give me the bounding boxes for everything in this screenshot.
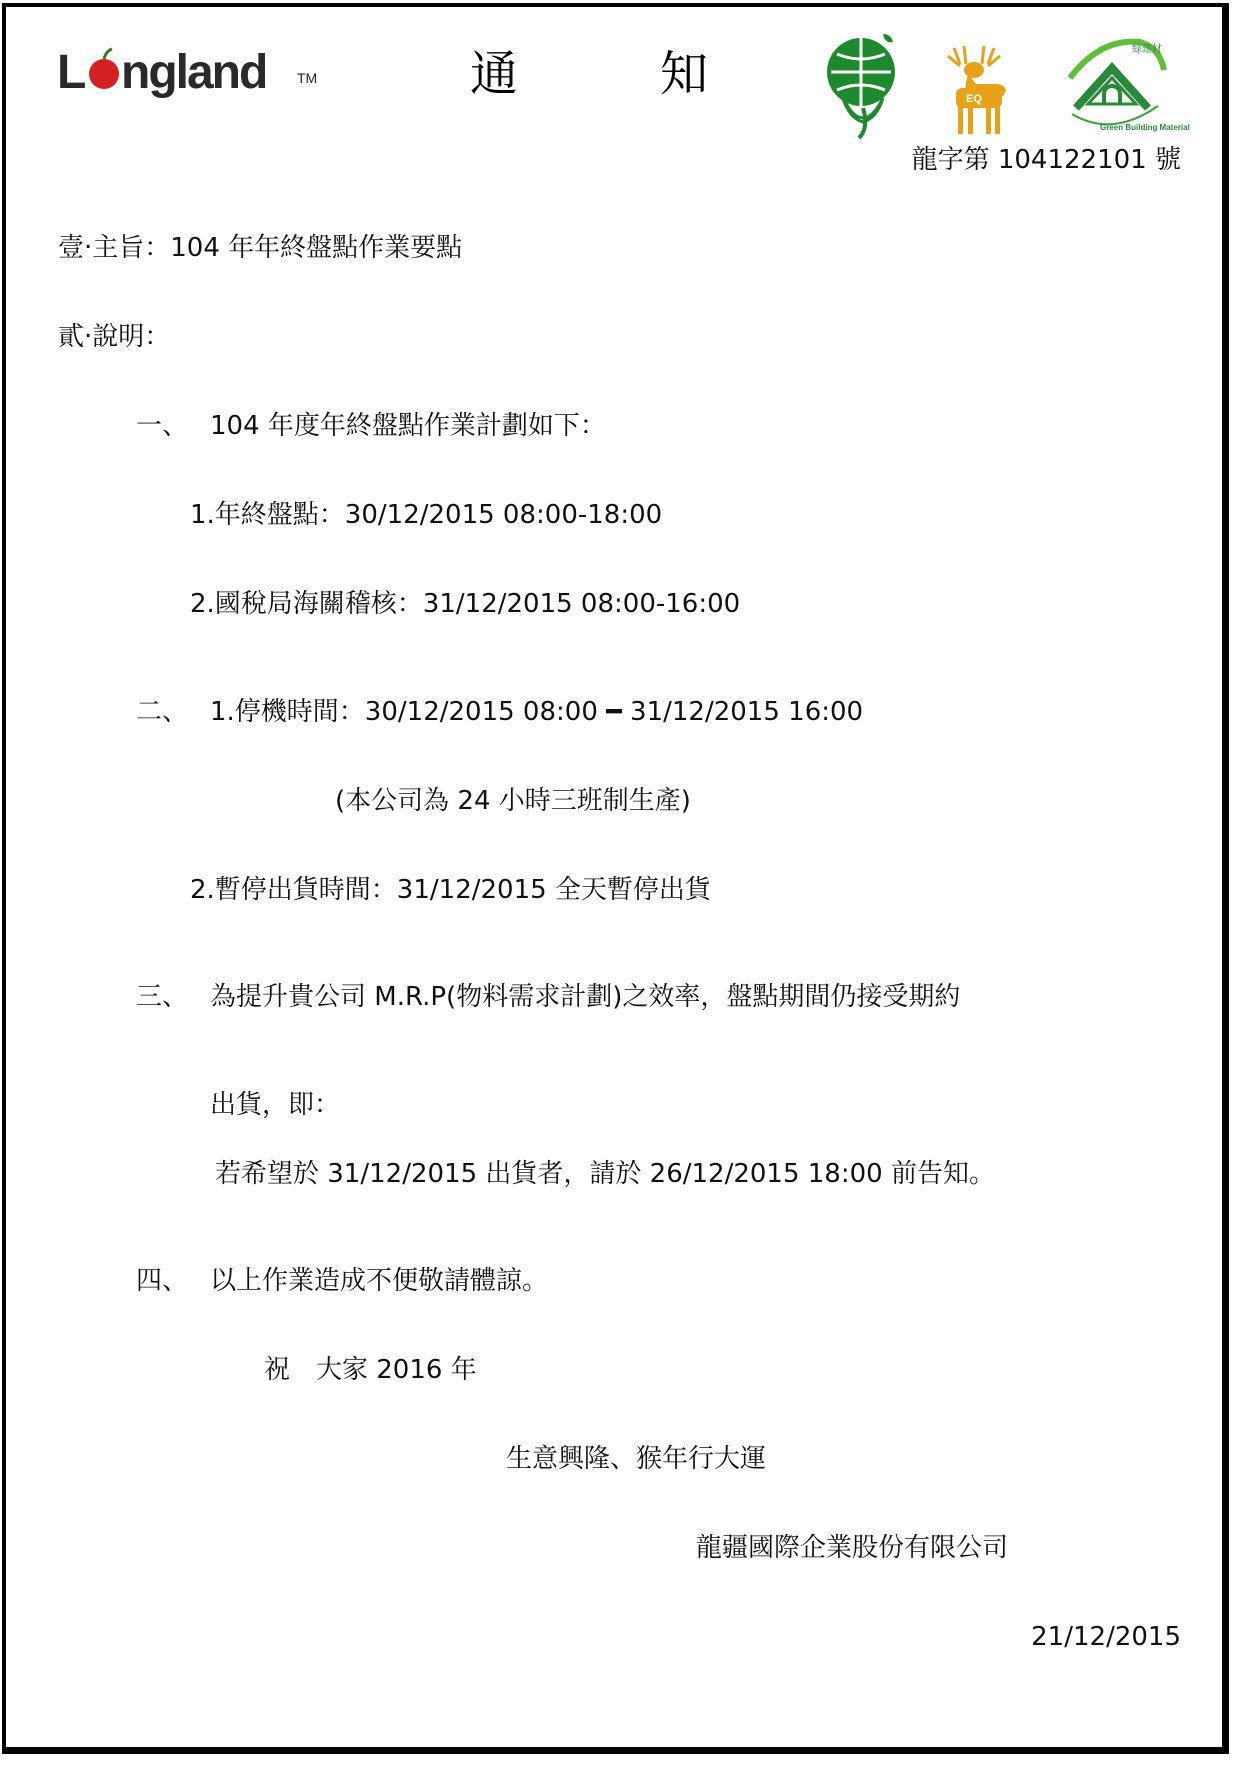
item-4-number: 四、: [136, 1266, 189, 1296]
eq-deer-icon: [934, 44, 1018, 138]
item-3-number: 三、: [136, 982, 189, 1012]
longland-logo: [57, 40, 337, 100]
item-3-line-2: 出貨，即：: [210, 1090, 341, 1120]
title-char-1: 通: [470, 46, 519, 102]
green-building-text: Green Building Material: [1100, 123, 1190, 132]
green-building-chars: 綠建材: [1132, 44, 1162, 55]
svg-text:L: L: [57, 46, 85, 99]
item-1-text: 104 年度年終盤點作業計劃如下：: [210, 411, 606, 441]
item-4-text: 以上作業造成不便敬請體諒。: [210, 1266, 549, 1296]
document-date: 21/12/2015: [1031, 1622, 1181, 1652]
eq-label: EQ: [966, 93, 982, 105]
green-building-material-icon: [1060, 38, 1190, 134]
subject-line: 壹‧主旨：104 年年終盤點作業要點: [58, 233, 463, 263]
item-2-note: (本公司為 24 小時三班制生產): [335, 786, 691, 816]
logo-tm: TM: [297, 70, 318, 86]
document-number: 龍字第 104122101 號: [911, 145, 1181, 175]
item-1-sub-2: 2.國稅局海關稽核：31/12/2015 08:00-16:00: [190, 589, 741, 619]
title-char-2: 知: [660, 46, 709, 102]
logo-wordmark: [57, 40, 297, 100]
item-2-sub-1: 1.停機時間：30/12/2015 08:00 ━ 31/12/2015 16:00: [210, 697, 864, 727]
item-1-sub-1: 1.年終盤點：30/12/2015 08:00-18:00: [190, 500, 663, 530]
item-3-line-1: 為提升貴公司 M.R.P(物料需求計劃)之效率，盤點期間仍接受期約: [210, 982, 961, 1012]
item-2-sub-2: 2.暫停出貨時間：31/12/2015 全天暫停出貨: [190, 875, 711, 905]
greeting-line-1: 祝 大家 2016 年: [264, 1355, 477, 1385]
item-2-number: 二、: [136, 697, 189, 727]
company-name: 龍疆國際企業股份有限公司: [696, 1533, 1009, 1563]
green-mark-icon: [823, 28, 899, 140]
explanation-heading: 貳‧說明：: [58, 322, 171, 352]
item-1-number: 一、: [136, 411, 189, 441]
greeting-line-2: 生意興隆、猴年行大運: [506, 1444, 767, 1474]
svg-text:ngland: ngland: [121, 46, 267, 99]
item-3-line-3: 若希望於 31/12/2015 出貨者，請於 26/12/2015 18:00 前告知。: [215, 1159, 995, 1189]
